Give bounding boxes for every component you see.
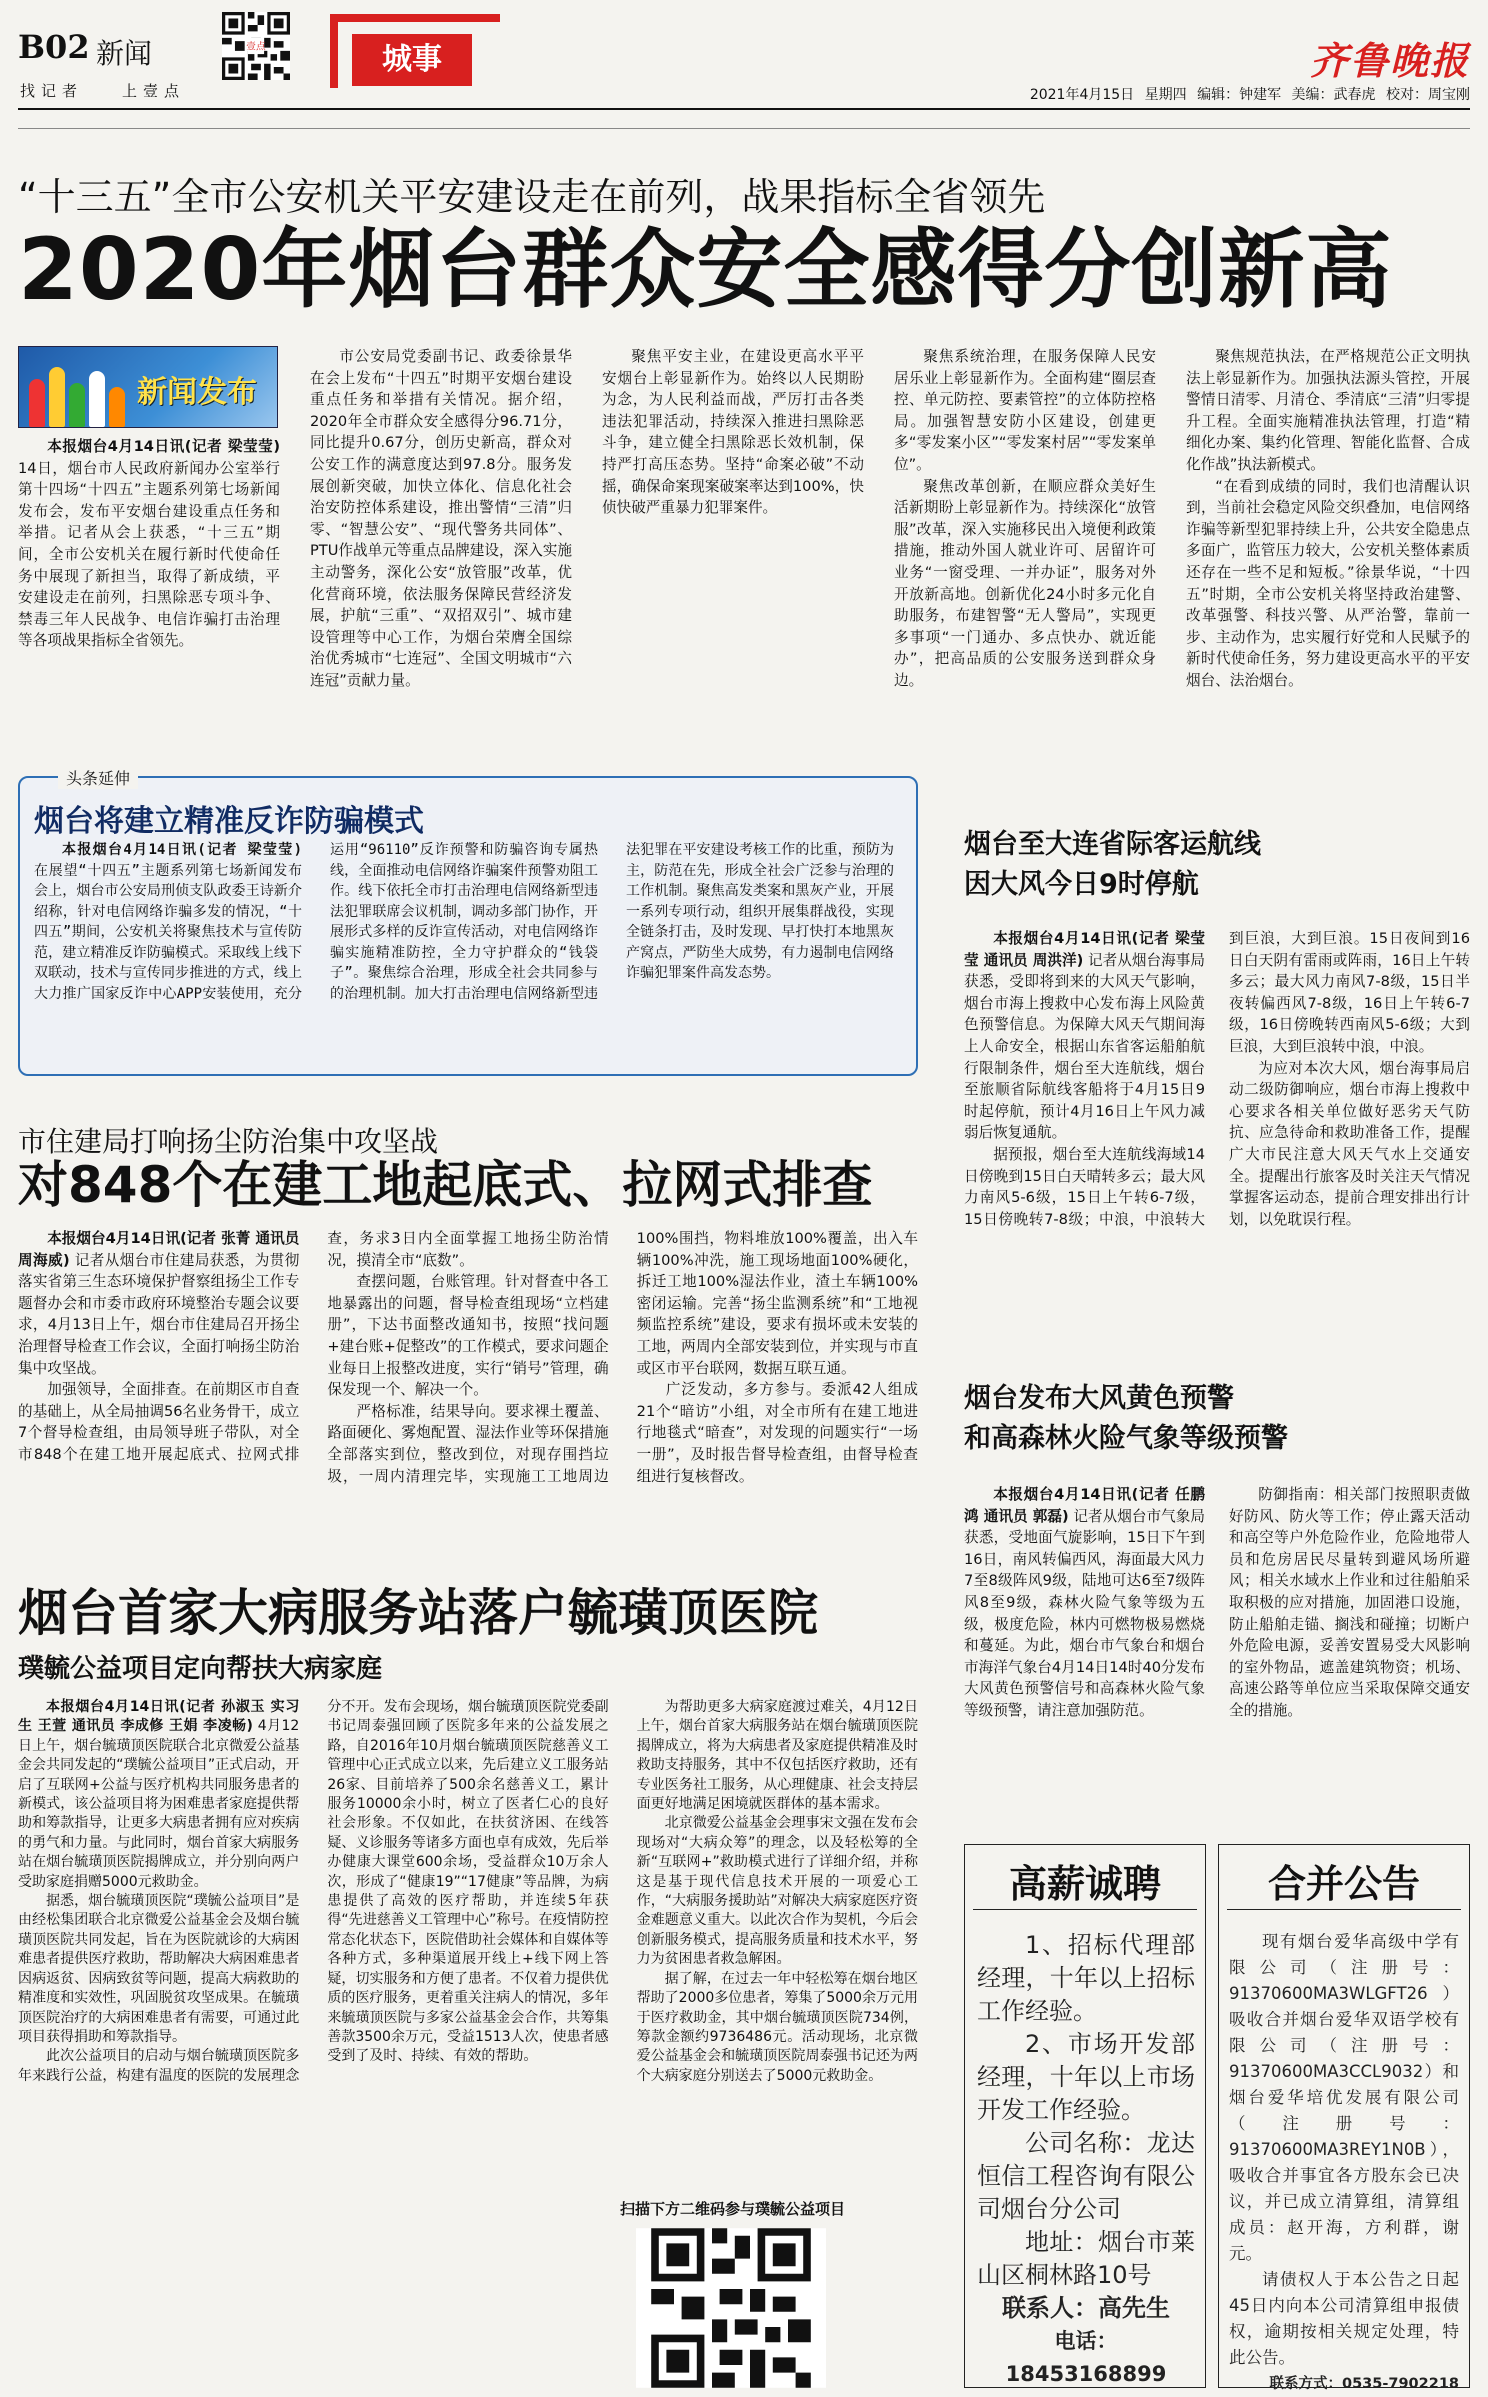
microphone-icon [49,367,65,427]
story3-para-3: 此次公益项目的启动与烟台毓璜顶医院多年来践行公益，构建有温度的医院的发展理念分不开。发布会现场，烟台毓璜顶医院党委副书记周泰强回顾了医院多年来的公益发展之路，自2016年10月烟台毓璜顶医院慈善义工管理中心正式成立以来，先后建立义工服务站26家、目前培养了500余名慈善义工，累计服务10000余小时，树立了医者仁心的良好社会形象。不仅如此，在扶贫济困、在线答疑、义诊服务等诸多方面也卓有成效，先后举办健康大课堂600余场，受益群众10万余人次，形成了“健康19”“17健康”等品牌，为病患提供了高效的医疗帮助，并连续5年获得“先进慈善义工管理中心”称号。在疫情防控常态化状态下，医院借助社会媒体和自媒体等各种方式，多种渠道展开线上+线下网上答疑，切实服务和方便了患者。不仅着力提供优质的医疗服务，更着重关注病人的情况，多年来毓璜顶医院与多家公益基金会合作，共筹集善款3500余万元，受益1513人次，使患者感受到了及时、持续、有效的帮助。 [18,1699,609,2084]
story5-byline: 本报烟台4月14日讯(记者 任鹏鸿 通讯员 郭磊) [964,1486,1205,1525]
recruit-item-1: 1、招标代理部经理，十年以上招标工作经验。 [977,1931,1195,2025]
microphone-icon [29,379,45,427]
microphone-icon [109,387,125,427]
story3-subhead: 璞毓公益项目定向帮扶大病家庭 [18,1654,383,1684]
recruit-address: 地址：烟台市莱山区桐林路10号 [977,2228,1195,2289]
story2-byline: 本报烟台4月14日讯(记者 张菁 通讯员 周海威) [18,1230,300,1269]
story3-para-2: 据悉，烟台毓璜顶医院“璞毓公益项目”是由经松集团联合北京微爱公益基金会及烟台毓璜顶医院共同发起，旨在为医院就诊的大病困难患者提供医疗救助，帮助解决大病困难患者因病返贫、因病致贫等问题，提高大病救助的精准度和实效性，巩固脱贫攻坚成果。在毓璜顶医院治疗的大病困难患者有需要，可通过此项目获得捐助和筹款指导。 [18,1893,300,2045]
lead-col-2 [310,346,572,742]
news-release-banner [18,346,278,428]
story3-para-4: 为帮助更多大病家庭渡过难关，4月12日上午，烟台首家大病服务站在烟台毓璜顶医院揭牌成立，将为大病患者及家庭提供精准及时救助支持服务，其中不仅包括医疗救助，还有专业医务社工服务，从心理健康、社会支持层面更好地满足困境就医群体的基本需求。 [636,1699,918,1813]
header-rule-thin [18,128,1470,129]
recruitment-ad-rule [973,1909,1197,1910]
donation-qr-code[interactable] [636,2228,826,2388]
merger-notice-para-1: 现有烟台爱华高级中学有限公司（注册号：91370600MA3WLGFT26）吸收合并烟台爱华双语学校有限公司（注册号：91370600MA3CCL9032）和烟台爱华培优发展有限公司（注册号：91370600MA3REY1N0B），吸收合并事宜各方股东会已决议，并已成立清算组，清算组成员：赵开海，方利群，谢元。 [1229,1932,1459,2263]
story4-para-3: 为应对本次大风，烟台海事局启动二级防御响应，烟台市海上搜救中心要求各相关单位做好恶劣天气防抗、应急待命和救助准备工作，提醒广大市民注意大风天气水上交通安全。提醒出行旅客及时关注天气情况掌握客运动态，提前合理安排出行计划，以免耽误行程。 [1229,1059,1470,1228]
box-para-1: 在展望“十四五”主题系列第七场新闻发布会上，烟台市公安局刑侦支队政委王诗新介绍称，针对电信网络诈骗多发的情况，“十四五”期间，公安机关将聚焦技术与宣传防范，建立精准反诈防骗模式。采取线上线下双联动，技术与宣传同步推进的方式，线上大力推广国家反诈中心APP安装使用，充分运用“96110”反诈预警和防骗咨询专属热线，全面推动电信网络诈骗案件预警劝阻工作。线下依托全市打击治理电信网络新型违法犯罪联席会议机制，调动多部门协作，开展形式多样的反诈宣传活动，对电信网络诈骗实施精准防控，全力守护群众的“钱袋子”。聚焦综合治理，形成全社会共同参与的治理机制。加大打击治理电信网络新型违法犯罪在平安建设考核工作的比重，预防为主，防范在先，形成全社会广泛参与治理的工作机制。聚焦高发类案和黑灰产业，开展一系列专项行动，组织开展集群战役，实现全链条打击，及时发现、早打快打本地黑灰产窝点，严防坐大成势，有力遏制电信网络诈骗犯罪案件高发态势。 [34,842,894,1002]
merger-notice-para-2: 请债权人于本公告之日起45日内向本公司清算组申报债权，逾期按相关规定处理，特此公告。 [1229,2270,1459,2367]
lead-para-4: 聚焦系统治理，在服务保障人民安居乐业上彰显新作为。全面构建“圈层查控、单元防控、要素管控”的立体防控格局。加强智慧安防小区建设，创建更多“零发案小区”“零发案村居”“零发案单位”。 [894,348,1156,473]
box-title: 烟台将建立精准反诈防骗模式 [34,804,424,839]
lead-kicker: “十三五”全市公安机关平安建设走在前列，战果指标全省领先 [18,175,1046,219]
issue-date: 2021年4月15日 [1029,87,1135,103]
recruitment-ad-body [977,1929,1195,2391]
story4-headline-2: 因大风今日9时停航 [964,869,1199,900]
story3-byline: 本报烟台4月14日讯(记者 孙淑玉 实习生 王萱 通讯员 李成修 王娟 李凌畅) [18,1699,300,1735]
box-body [34,840,894,1064]
story2-para-2: 加强领导，全面排查。在前期区市自查的基础上，从全局抽调56名业务骨干，成立7个督导检查组，由局领导班子带队，对全市848个在建工地开展起底式、拉网式排查，务求3日内全面掌握工地扬尘防治情况，摸清全市“底数”。 [18,1230,609,1463]
merger-notice-ad [1218,1844,1470,2392]
story2-headline: 对848个在建工地起底式、拉网式排查 [18,1156,873,1214]
story5-body [964,1484,1470,1824]
microphone-icon [69,383,85,427]
story3-para-5: 北京微爱公益基金会理事宋文强在发布会现场对“大病众筹”的理念，以及轻松筹的全新“互联网+”救助模式进行了详细介绍，并称这是基于现代信息技术开展的一项爱心工作，“大病服务援助站”对解决大病家庭医疗资金难题意义重大。以此次合作为契机，今后会创新服务模式，提高服务质量和技术水平，努力为贫困患者救急解困。 [636,1815,918,1968]
header-rule [18,108,1470,110]
editor: 编辑：钟建军 [1197,87,1282,103]
lead-para-5: 聚焦改革创新，在顺应群众美好生活新期盼上彰显新作为。持续深化“放管服”改革，深入实施移民出入境便利政策措施，推动外国人就业许可、居留许可业务“一窗受理、一并办证”，服务对外开放新高地。创新优化24小时多元化自助服务，布建智警“无人警局”，实现更多事项“一门通办、多点快办、就近能办”，把高品质的公安服务送到群众身边。 [894,477,1156,689]
qr-code-icon [222,12,290,80]
story2-kicker: 市住建局打响扬尘防治集中攻坚战 [18,1125,439,1158]
lead-para-3: 聚焦平安主业，在建设更高水平平安烟台上彰显新作为。始终以人民期盼为念，为人民利益而战，严厉打击各类违法犯罪活动，持续深入推进扫黑除恶斗争，建立健全扫黑除恶长效机制，保持严打高压态势。坚持“命案必破”不动摇，确保命案现案破案率达到100%，快侦快破严重暴力犯罪案件。 [602,348,864,517]
story5-headline-1: 烟台发布大风黄色预警 [964,1383,1234,1414]
story4-byline: 本报烟台4月14日讯(记者 梁莹莹 通讯员 周洪洋) [964,930,1205,969]
news-release-label: 新闻发布 [137,375,257,410]
story4-body [964,928,1470,1338]
recruitment-ad-title: 高薪诚聘 [1008,1862,1161,1906]
story2-body [18,1228,918,1558]
story4-headline-1: 烟台至大连省际客运航线 [964,829,1261,860]
proofreader: 校对：周宝刚 [1386,87,1470,103]
designer: 美编：武春虎 [1291,87,1376,103]
lead-col-1 [18,436,280,742]
box-tag: 头条延伸 [58,766,138,789]
story5-headline-2: 和高森林火险气象等级预警 [964,1423,1288,1454]
lead-para-7: “在看到成绩的同时，我们也清醒认识到，当前社会稳定风险交织叠加，电信网络诈骗等新型犯罪持续上升，公共安全隐患点多面广，监管压力较大，公安机关整体素质还存在一些不足和短板。”徐景华说，“十四五”时期，全市公安机关将坚持政治建警、改革强警、科技兴警、从严治警，靠前一步、主动作为，忠实履行好党和人民赋予的新时代使命任务，努力建设更高水平的平安烟台、法治烟台。 [1186,477,1470,689]
lead-para-1: 14日，烟台市人民政府新闻办公室举行第十四场“十四五”主题系列第七场新闻发布会，发布平安烟台建设重点任务和举措。记者从会上获悉，“十三五”期间，全市公安机关在履行新时代使命任务中展现了新担当，取得了新成绩，平安建设走在前列，扫黑除恶专项斗争、禁毒三年人民战争、电信诈骗打击治理等各项战果指标全省领先。 [18,459,280,650]
masthead-logo: 齐鲁晚报 [1309,38,1470,83]
header-sub-right: 上壹点 [122,82,186,100]
recruit-contact: 联系人：高先生 [1002,2294,1170,2322]
lead-col-3 [602,346,864,742]
story2-para-3: 查摆问题，台账管理。针对督查中各工地暴露出的问题，督导检查组现场“立档建册”，下达书面整改通知书，按照“找问题+建台账+促整改”的工作模式，要求问题企业每日上报整改进度，实行“销号”管理，确保发现一个、解决一个。 [327,1273,609,1399]
lead-col-5 [1186,346,1470,742]
lead-para-2: 市公安局党委副书记、政委徐景华在会上发布“十四五”时期平安烟台建设重点任务和举措有关情况。据介绍，2020年全市群众安全感得分96.71分，同比提升0.67分，创历史新高，群众对公安工作的满意度达到97.8分。服务发展创新突破，加快立体化、信息化社会治安防控体系建设，推出警情“三清”归零、“智慧公安”、“现代警务共同体”、PTU作战单元等重点品牌建设，深入实施主动警务，深化公安“放管服”改革，优化营商环境，依法服务保障民营经济发展，护航“三重”、“双招双引”、城市建设管理等中心工作，为烟台荣膺全国综治优秀城市“七连冠”、全国文明城市“六连冠”贡献力量。 [310,348,572,689]
issue-weekday: 星期四 [1144,87,1187,103]
story4-para-2: 据预报，烟台至大连航线海域14日傍晚到15日白天晴转多云；最大风力南风5-6级，15日上午转6-7级，15日傍晚转7-8级；中浪，中浪转大到巨浪，大到巨浪。15日夜间到16日白天阴有雷雨或阵雨，16日上午转多云；最大风力南风7-8级，15日半夜转偏西风7-8级，16日上午转6-7级，16日傍晚转西南风5-6级；大到巨浪，大到巨浪转中浪，中浪。 [964,930,1470,1228]
box-byline: 本报烟台4月14日讯(记者 梁莹莹) [62,842,302,858]
merger-notice-rule [1227,1909,1461,1910]
story2-para-4: 严格标准，结果导向。要求裸土覆盖、路面硬化、雾炮配置、湿法作业等环保措施全部落实到位，整改到位，对现存围挡垃圾，一周内清理完毕，实现施工工地周边100%围挡，物料堆放100%覆盖，出入车辆100%冲洗，施工现场地面100%硬化，拆迁工地100%湿法作业，渣土车辆100%密闭运输。完善“扬尘监测系统”和“工地视频监控系统”建设，要求有损坏或未安装的工地，两周内全部安装到位，并实现与市直或区市平台联网，数据互联互通。 [327,1230,918,1485]
story4-para-1: 记者从烟台海事局获悉，受即将到来的大风天气影响，烟台市海上搜救中心发布海上风险黄色预警信息。为保障大风天气期间海上人命安全，根据山东省客运船舶航行限制条件，烟台至大连航线，烟台至旅顺省际航线客船将于4月15日9时起停航，预计4月16日上午风力减弱后恢复通航。 [964,951,1205,1142]
recruit-item-2: 2、市场开发部经理，十年以上市场开发工作经验。 [977,2030,1195,2124]
lead-para-6: 聚焦规范执法，在严格规范公正文明执法上彰显新作为。加强执法源头管控，开展警情日清零、月清仓、季清底“三清”归零提升工程。全面实施精准执法管理，打造“精细化办案、集约化管理、智能化监督、合成化作战”执法新模式。 [1186,348,1470,473]
section-name: 新闻 [96,37,153,70]
story5-para-1: 记者从烟台市气象局获悉，受地面气旋影响，15日下午到16日，南风转偏西风，海面最大风力7至8级阵风9级，陆地可达6至7级阵风8至9级，森林火险气象等级为五级，极度危险，林内可燃物极易燃烧和蔓延。为此，烟台市气象台和烟台市海洋气象台4月14日14时40分发布大风黄色预警信号和高森林火险气象等级预警，请注意加强防范。 [964,1507,1205,1719]
story2-para-1: 记者从烟台市住建局获悉，为贯彻落实省第三生态环境保护督察组扬尘工作专题督办会和市委市政府环境整治专题会议要求，4月13日上午，烟台市住建局召开扬尘治理督导检查工作会议，全面打响扬尘防治集中攻坚战。 [18,1251,300,1377]
lead-byline: 本报烟台4月14日讯(记者 梁莹莹) [47,438,280,455]
lead-headline: 2020年烟台群众安全感得分创新高 [18,220,1393,320]
story5-para-2: 防御指南：相关部门按照职责做好防风、防火等工作；停止露天活动和高空等户外危险作业，危险地带人员和危房居民尽量转到避风场所避风；相关水域水上作业和过往船舶采取积极的应对措施，加固港口设施，防止船舶走锚、搁浅和碰撞；切断户外危险电源，妥善安置易受大风影响的室外物品，遮盖建筑物资；机场、高速公路等单位应当采取保障交通安全的措施。 [1229,1486,1470,1719]
microphone-icon [89,371,105,427]
story3-para-6: 据了解，在过去一年中轻松筹在烟台地区帮助了2000多位患者，筹集了5000余万元用于医疗救助金，其中烟台毓璜顶医院734例，筹款金额约9736486元。活动现场，北京微爱公益基金会和毓璜顶医院周泰强书记还为两个大病家庭分别送去了5000元救助金。 [636,1970,918,2084]
merger-notice-title: 合并公告 [1267,1862,1420,1906]
recruitment-ad [964,1844,1206,2388]
header-sub-left: 找记者 [20,82,84,100]
header-info [1030,84,1470,104]
merger-notice-body [1229,1929,1459,2397]
story3-para-1: 4月12日上午，烟台毓璜顶医院联合北京微爱公益基金会共同发起的“璞毓公益项目”正式启动，开启了互联网+公益与医疗机构共同服务患者的新模式，该公益项目将为困难患者家庭提供帮助和筹款指导，让更多大病患者拥有应对疾病的勇气和力量。与此同时，烟台首家大病服务站在烟台毓璜顶医院揭牌成立，并分别向两户受助家庭捐赠5000元救助金。 [18,1718,300,1890]
lead-col-4 [894,346,1156,742]
story2-para-5: 广泛发动，多方参与。委派42人组成21个“暗访”小组，对全市所有在建工地进行地毯式“暗查”，对发现的问题实行“一场一册”，及时报告督导检查组，由督导检查组进行复核督改。 [636,1381,918,1485]
page-number: B02 [18,28,90,66]
qr-caption: 扫描下方二维码参与璞毓公益项目 [620,2200,846,2218]
recruit-company: 公司名称：龙达恒信工程咨询有限公司烟台分公司 [977,2129,1195,2223]
recruit-phone: 电话：18453168899 [1005,2329,1167,2386]
svg-text:壹点: 壹点 [246,41,266,53]
section-rubric: 城事 [352,34,472,86]
merger-notice-contact: 联系方式：0535-7902218 [1269,2376,1459,2392]
story3-body [18,1698,918,2182]
story3-headline: 烟台首家大病服务站落户毓璜顶医院 [18,1584,818,1642]
